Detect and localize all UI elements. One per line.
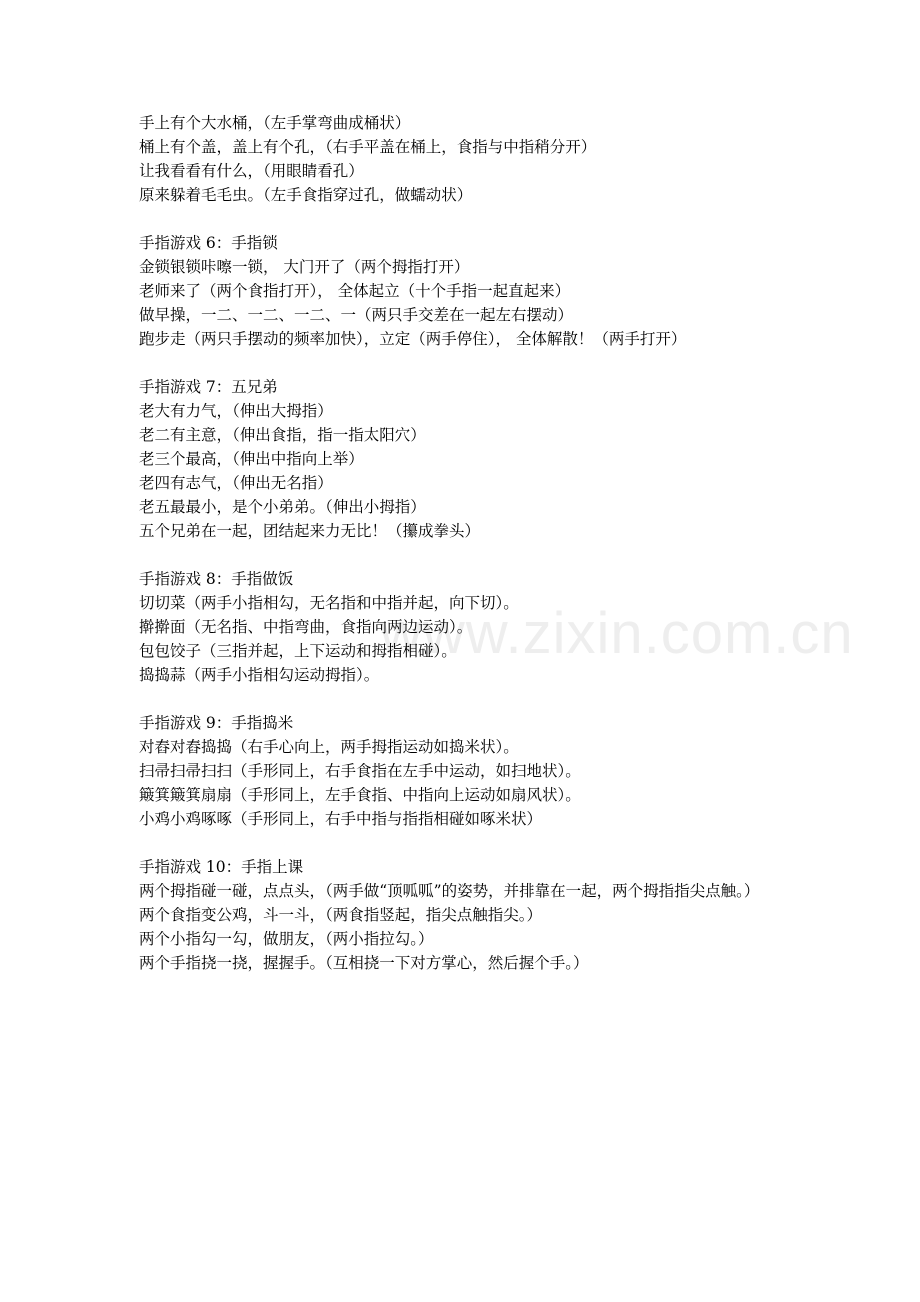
text-line: 手上有个大水桶，（左手掌弯曲成桶状） xyxy=(139,114,411,132)
paragraph-block xyxy=(139,567,789,687)
text-line: 老师来了（两个食指打开）， 全体起立（十个手指一起直起来） xyxy=(139,282,571,300)
paragraph-block xyxy=(139,231,789,351)
document-body xyxy=(139,111,789,999)
text-line: 捣捣蒜（两手小指相勾运动拇指）。 xyxy=(139,666,380,684)
section-heading: 手指游戏 6：手指锁 xyxy=(139,234,278,252)
text-line: 两个小指勾一勾，做朋友，（两小指拉勾。） xyxy=(139,930,434,948)
text-line: 包包饺子（三指并起，上下运动和拇指相碰）。 xyxy=(139,642,457,660)
section-heading: 手指游戏 9：手指捣米 xyxy=(139,714,294,732)
text-line: 擀擀面（无名指、中指弯曲，食指向两边运动）。 xyxy=(139,618,473,636)
text-line: 切切菜（两手小指相勾，无名指和中指并起，向下切）。 xyxy=(139,594,519,612)
paragraph-block xyxy=(139,855,789,975)
text-line: 老二有主意，（伸出食指，指一指太阳穴） xyxy=(139,426,426,444)
section-heading: 手指游戏 10：手指上课 xyxy=(139,858,304,876)
text-line: 跑步走（两只手摆动的频率加快），立定（两手停住）， 全体解散！（两手打开） xyxy=(139,330,687,348)
watermark: www.zixin.com.cn xyxy=(380,601,854,666)
paragraph-block xyxy=(139,111,789,207)
text-line: 簸箕簸箕扇扇（手形同上，左手食指、中指向上运动如扇风状）。 xyxy=(139,786,581,804)
text-line: 五个兄弟在一起，团结起来力无比！（攥成拳头） xyxy=(139,522,481,540)
text-line: 两个拇指碰一碰，点点头，（两手做“顶呱呱”的姿势，并排靠在一起，两个拇指指尖点触。） xyxy=(139,882,760,900)
section-heading: 手指游戏 7：五兄弟 xyxy=(139,378,278,396)
text-line: 对舂对舂捣捣（右手心向上，两手拇指运动如捣米状）。 xyxy=(139,738,519,756)
paragraph-block xyxy=(139,375,789,543)
text-line: 金锁银锁咔嚓一锁， 大门开了（两个拇指打开） xyxy=(139,258,470,276)
text-line: 老三个最高，（伸出中指向上举） xyxy=(139,450,364,468)
paragraph-block xyxy=(139,711,789,831)
text-line: 两个食指变公鸡，斗一斗，（两食指竖起，指尖点触指尖。） xyxy=(139,906,543,924)
text-line: 桶上有个盖，盖上有个孔，（右手平盖在桶上，食指与中指稍分开） xyxy=(139,138,597,156)
text-line: 两个手指挠一挠，握握手。（互相挠一下对方掌心，然后握个手。） xyxy=(139,954,589,972)
text-line: 原来躲着毛毛虫。（左手食指穿过孔，做蠕动状） xyxy=(139,186,473,204)
section-heading: 手指游戏 8：手指做饭 xyxy=(139,570,294,588)
text-line: 老大有力气，（伸出大拇指） xyxy=(139,402,333,420)
text-line: 老四有志气，（伸出无名指） xyxy=(139,474,333,492)
text-line: 让我看看有什么，（用眼睛看孔） xyxy=(139,162,364,180)
text-line: 扫帚扫帚扫扫（手形同上，右手食指在左手中运动，如扫地状）。 xyxy=(139,762,581,780)
text-line: 做早操，一二、一二、一二、一（两只手交差在一起左右摆动） xyxy=(139,306,574,324)
text-line: 小鸡小鸡啄啄（手形同上，右手中指与指指相碰如啄米状） xyxy=(139,810,543,828)
text-line: 老五最最小，是个小弟弟。（伸出小拇指） xyxy=(139,498,426,516)
